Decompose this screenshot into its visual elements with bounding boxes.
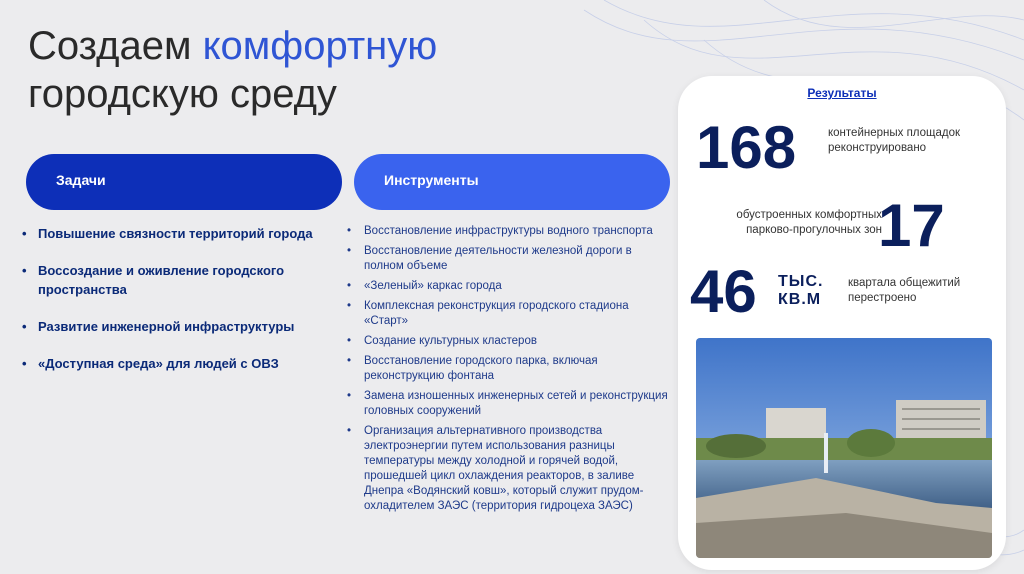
list-item: • Организация альтернативного производства электроэнергии путем использования разницы температуры между холодной и горячей водой, прошедшей цикл охлаждения реакторов, в заливе Днепра «Водянский ковш», который служит прудом-охладителем ЗАЭС (территория гидроцеха ЗАЭС) bbox=[342, 424, 672, 514]
list-item: • Повышение связности территорий города bbox=[22, 224, 332, 243]
list-item: • Воссоздание и оживление городского пространства bbox=[22, 261, 332, 299]
list-item: • Восстановление инфраструктуры водного транспорта bbox=[342, 224, 672, 239]
tasks-header: Задачи bbox=[26, 154, 342, 210]
stat-46-unit2: КВ.М bbox=[778, 291, 822, 308]
stat-46-value: 46 bbox=[690, 258, 757, 325]
page-title: Создаем комфортную городскую среду bbox=[28, 24, 438, 116]
city-fountain-photo bbox=[696, 338, 992, 558]
stat-168-value: 168 bbox=[696, 114, 797, 181]
tasks-list bbox=[22, 224, 332, 391]
list-item: • Развитие инженерной инфраструктуры bbox=[22, 317, 332, 336]
list-item: • Комплексная реконструкция городского стадиона «Старт» bbox=[342, 299, 672, 329]
list-item: • Создание культурных кластеров bbox=[342, 334, 672, 349]
list-item: • «Доступная среда» для людей с ОВЗ bbox=[22, 354, 332, 373]
list-item: • Восстановление деятельности железной дороги в полном объеме bbox=[342, 244, 672, 274]
stat-17-value: 17 bbox=[878, 192, 945, 259]
tools-list bbox=[342, 224, 672, 519]
tools-header: Инструменты bbox=[354, 154, 670, 210]
list-item: • Восстановление городского парка, включая реконструкцию фонтана bbox=[342, 354, 672, 384]
stat-46-unit1: ТЫС. bbox=[778, 273, 824, 290]
list-item: • «Зеленый» каркас города bbox=[342, 279, 672, 294]
results-card bbox=[678, 76, 1006, 570]
stat-17-text: обустроенных комфортных парково-прогулочных зон bbox=[736, 209, 882, 236]
stat-168-text: контейнерных площадок реконструировано bbox=[828, 127, 961, 154]
list-item: • Замена изношенных инженерных сетей и реконструкция головных сооружений bbox=[342, 389, 672, 419]
results-label: Результаты bbox=[807, 86, 877, 100]
stat-46-text: квартала общежитий перестроено bbox=[848, 277, 961, 304]
